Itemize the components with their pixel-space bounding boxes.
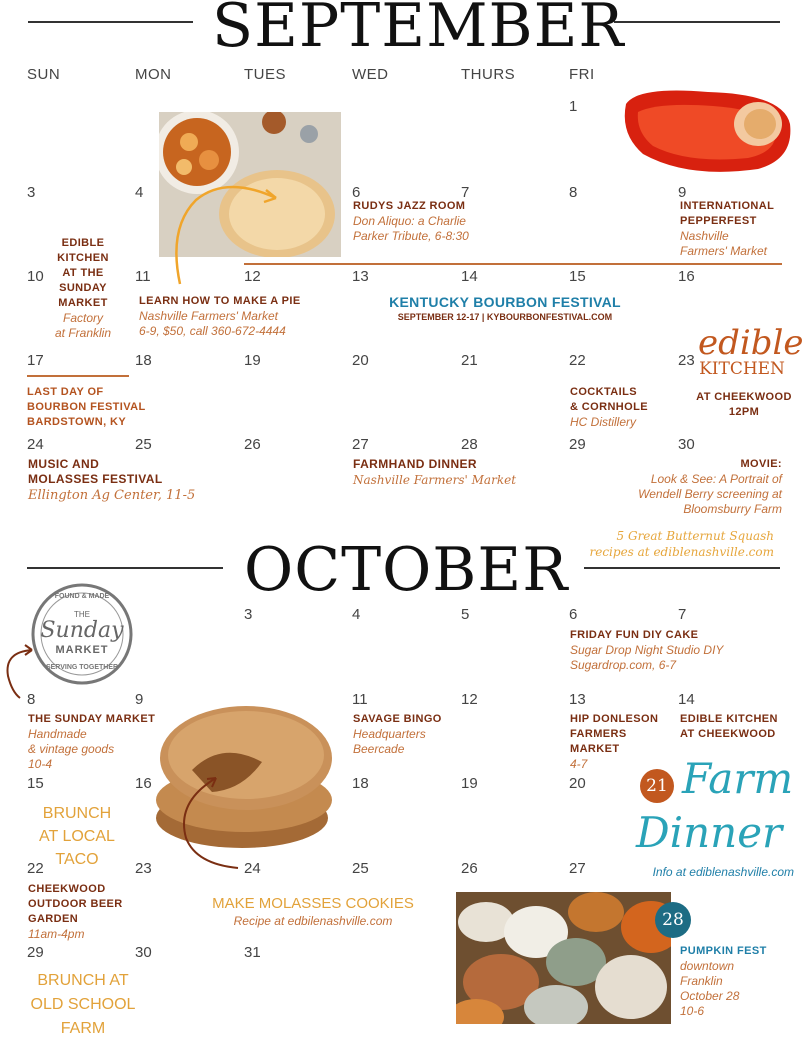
sep-date-9: 9 [678, 184, 687, 201]
oct-date-27: 27 [569, 860, 586, 877]
oct-date-15: 15 [27, 775, 44, 792]
sep-date-8: 8 [569, 184, 578, 201]
farm-dinner-word-farm: Farm [682, 754, 794, 803]
sep-date-30: 30 [678, 436, 695, 453]
event-detail: Sugardrop.com, 6-7 [570, 658, 677, 672]
event-title: KITCHEN [57, 252, 109, 264]
event-title: EDIBLE [61, 237, 105, 249]
event-title: FARMERS [570, 728, 627, 740]
event-detail: Headquarters [353, 727, 426, 741]
sep-date-21: 21 [461, 352, 478, 369]
event-edible-kitchen-sunday [40, 236, 126, 341]
event-make-pie [139, 294, 301, 339]
sep-date-1: 1 [569, 98, 578, 115]
oct-date-25: 25 [352, 860, 369, 877]
event-detail: Handmade [28, 727, 87, 741]
event-hip-donleson [570, 712, 658, 772]
oct-date-7: 7 [678, 606, 687, 623]
logo-sunday-word: Sunday [40, 618, 124, 643]
event-detail: at Franklin [54, 326, 112, 340]
event-title: BRUNCH [42, 805, 112, 822]
event-title: AT LOCAL TACO [39, 828, 115, 868]
event-bourbon-festival [340, 294, 670, 322]
event-detail: Parker Tribute, 6-8:30 [353, 229, 469, 243]
sep-date-22: 22 [569, 352, 586, 369]
event-detail: Recipe at edbilenashville.com [233, 914, 393, 928]
event-sunday-market [28, 712, 155, 772]
badge-number: 21 [646, 776, 668, 796]
event-title: SUNDAY [59, 282, 107, 294]
event-title: BRUNCH AT [37, 972, 129, 989]
logo-bottom-text: SERVING TOGETHER [45, 664, 119, 671]
sep-date-11: 11 [135, 268, 151, 285]
farm-dinner-date-badge [640, 769, 674, 803]
arrow-to-market-icon [2, 640, 42, 700]
event-molasses-cookies [210, 894, 416, 929]
sep-date-16: 16 [678, 268, 695, 285]
farm-dinner-detail: Info at ediblenashville.com [652, 865, 794, 879]
logo-edible-word: edible [698, 323, 804, 363]
note-line: recipes at ediblenashville.com [589, 545, 774, 559]
event-music-molasses [28, 457, 195, 505]
oct-date-12: 12 [461, 691, 478, 708]
note-line: 5 Great Butternut Squash [616, 529, 774, 543]
sep-date-4: 4 [135, 184, 144, 201]
oct-date-8: 8 [27, 691, 36, 708]
october-title: OCTOBER [244, 535, 569, 605]
sep-date-17: 17 [27, 352, 44, 369]
oct-date-20: 20 [569, 775, 586, 792]
event-title: MAKE MOLASSES COOKIES [212, 895, 414, 912]
sep-date-7: 7 [461, 184, 470, 201]
sep-date-12: 12 [244, 268, 261, 285]
event-title: FRIDAY FUN DIY CAKE [570, 629, 699, 641]
event-title: MOVIE: [740, 458, 782, 470]
sep-date-3: 3 [27, 184, 36, 201]
butternut-squash-note [560, 528, 774, 560]
oct-date-24: 24 [244, 860, 261, 877]
event-title: & CORNHOLE [570, 401, 648, 413]
event-detail: AT CHEEKWOOD [696, 391, 792, 403]
event-detail: HC Distillery [570, 415, 636, 429]
event-title: FARMHAND DINNER [353, 457, 477, 471]
event-title: OLD SCHOOL FARM [30, 996, 136, 1037]
sep-date-13: 13 [352, 268, 369, 285]
pumpkin-fest-date-badge [655, 902, 691, 938]
logo-the-text: THE [74, 610, 90, 619]
sep-date-25: 25 [135, 436, 152, 453]
event-detail: Ellington Ag Center, 11-5 [28, 488, 196, 503]
event-title: PEPPERFEST [680, 215, 757, 227]
event-title: MARKET [58, 297, 108, 309]
event-detail: Bloomsburry Farm [683, 502, 782, 516]
dow-sun: SUN [27, 66, 61, 83]
event-title: RUDYS JAZZ ROOM [353, 200, 466, 212]
event-title: LAST DAY OF [27, 386, 104, 398]
event-movie [580, 457, 782, 517]
event-title: AT CHEEKWOOD [680, 728, 776, 740]
event-detail: Look & See: A Portrait of [650, 472, 782, 486]
oct-date-16: 16 [135, 775, 152, 792]
oct-date-13: 13 [569, 691, 586, 708]
logo-top-text: FOUND & MADE [54, 593, 110, 600]
event-title: LEARN HOW TO MAKE A PIE [139, 295, 301, 307]
event-detail: Nashville Farmers' Market [353, 473, 517, 487]
event-detail: Don Aliquo: a Charlie [353, 214, 466, 228]
event-detail: 10-4 [28, 757, 53, 771]
event-title: BARDSTOWN, KY [27, 416, 127, 428]
arrow-to-cookies-icon [176, 772, 246, 872]
event-detail: 12PM [728, 406, 760, 418]
event-title: KENTUCKY BOURBON FESTIVAL [389, 294, 621, 310]
red-pepper-image [618, 84, 798, 179]
event-title: SAVAGE BINGO [353, 713, 442, 725]
event-cheekwood-beer-garden [28, 882, 123, 942]
event-detail: downtown [680, 959, 735, 973]
oct-date-4: 4 [352, 606, 361, 623]
event-detail: October 28 [680, 989, 740, 1003]
event-title: INTERNATIONAL [680, 200, 775, 212]
event-rudys-jazz [353, 199, 469, 244]
event-detail: Farmers' Market [680, 244, 767, 258]
oct-date-14: 14 [678, 691, 695, 708]
sep-date-29: 29 [569, 436, 586, 453]
sep-date-26: 26 [244, 436, 261, 453]
rule-right [614, 21, 780, 23]
event-farmhand-dinner [353, 457, 516, 489]
logo-kitchen-word: KITCHEN [699, 359, 785, 379]
sep-date-18: 18 [135, 352, 152, 369]
sep-date-14: 14 [461, 268, 478, 285]
sep-date-15: 15 [569, 268, 586, 285]
oct-date-9: 9 [135, 691, 144, 708]
event-title: MARKET [570, 743, 620, 755]
sep-date-19: 19 [244, 352, 261, 369]
oct-date-22: 22 [27, 860, 44, 877]
event-title: BOURBON FESTIVAL [27, 401, 146, 413]
rule-left [28, 21, 193, 23]
pumpkins-photo [456, 892, 671, 1024]
event-detail: & vintage goods [28, 742, 115, 756]
event-detail: Nashville [680, 229, 729, 243]
oct-date-19: 19 [461, 775, 478, 792]
event-detail: 11am-4pm [28, 927, 85, 941]
event-detail: Franklin [680, 974, 723, 988]
september-title: SEPTEMBER [212, 0, 625, 61]
oct-date-26: 26 [461, 860, 478, 877]
event-diy-cake [570, 628, 723, 673]
arrow-to-pie-icon [166, 180, 286, 290]
event-title: MUSIC AND [28, 457, 100, 471]
oct-date-3: 3 [244, 606, 253, 623]
event-title: AT THE [62, 267, 104, 279]
sep-date-28: 28 [461, 436, 478, 453]
event-edible-cheekwood [696, 390, 792, 420]
dow-mon: MON [135, 66, 172, 83]
sep-date-24: 24 [27, 436, 44, 453]
event-brunch-local-taco [18, 802, 136, 871]
oct-date-31: 31 [244, 944, 261, 961]
sep-date-27: 27 [352, 436, 369, 453]
event-edible-kitchen-cheekwood [680, 712, 778, 742]
bourbon-range-line [244, 263, 782, 265]
bourbon-last-day-line [27, 375, 129, 377]
event-detail: Beercade [353, 742, 405, 756]
oct-rule-right [584, 567, 780, 569]
sep-date-20: 20 [352, 352, 369, 369]
oct-rule-left [27, 567, 223, 569]
event-title: CHEEKWOOD [28, 883, 106, 895]
event-cocktails-cornhole [570, 385, 648, 430]
badge-number: 28 [662, 910, 684, 930]
sep-date-10: 10 [27, 268, 44, 285]
oct-date-11: 11 [352, 691, 368, 708]
event-detail: Nashville Farmers' Market [139, 309, 278, 323]
event-pepperfest [680, 199, 774, 259]
event-title: THE SUNDAY MARKET [28, 713, 156, 725]
event-title: GARDEN [28, 913, 79, 925]
event-detail: SEPTEMBER 12-17 | KYBOURBONFESTIVAL.COM [397, 312, 613, 322]
event-title: EDIBLE KITCHEN [680, 713, 778, 725]
oct-date-29: 29 [27, 944, 44, 961]
sunday-market-logo [30, 582, 134, 686]
event-title: COCKTAILS [570, 386, 637, 398]
logo-market-word: MARKET [55, 644, 109, 656]
farm-dinner-word-dinner: Dinner [636, 808, 783, 857]
event-title: MOLASSES FESTIVAL [28, 472, 163, 486]
event-detail: Factory [62, 311, 103, 325]
sep-date-23: 23 [678, 352, 695, 369]
event-detail: 10-6 [680, 1004, 705, 1018]
event-detail: Sugar Drop Night Studio DIY [570, 643, 724, 657]
event-title: HIP DONLESON [570, 713, 659, 725]
dow-wed: WED [352, 66, 389, 83]
event-savage-bingo [353, 712, 442, 757]
event-last-day-bourbon [27, 385, 146, 430]
oct-date-18: 18 [352, 775, 369, 792]
event-detail: 6-9, $50, call 360-672-4444 [139, 324, 286, 338]
event-brunch-old-school-farm [8, 969, 158, 1041]
event-detail: 4-7 [570, 757, 588, 771]
dow-fri: FRI [569, 66, 595, 83]
dow-tues: TUES [244, 66, 287, 83]
event-pumpkin-fest [680, 944, 767, 1019]
oct-date-6: 6 [569, 606, 578, 623]
edible-kitchen-logo [698, 323, 804, 379]
dow-thurs: THURS [461, 66, 516, 83]
sep-date-6: 6 [352, 184, 361, 201]
oct-date-30: 30 [135, 944, 152, 961]
event-title: PUMPKIN FEST [680, 945, 767, 957]
event-detail: Wendell Berry screening at [638, 487, 782, 501]
oct-date-23: 23 [135, 860, 152, 877]
event-title: OUTDOOR BEER [28, 898, 123, 910]
oct-date-5: 5 [461, 606, 470, 623]
